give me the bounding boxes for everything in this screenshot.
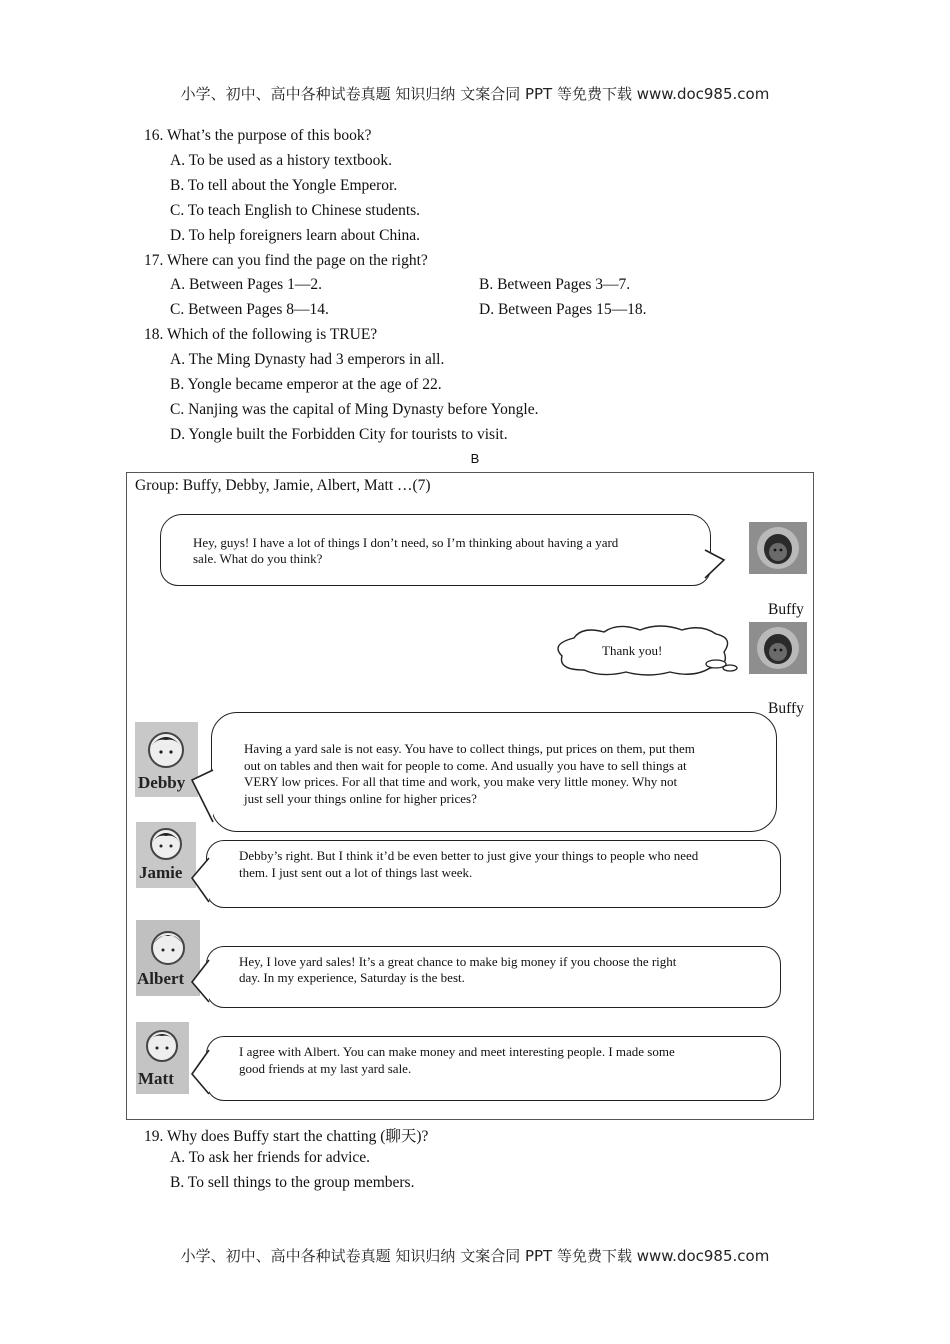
debby-message-line-2: out on tables and then wait for people to come. And usually you have to sell things at: [244, 757, 687, 773]
q19-question: 19. Why does Buffy start the chatting (聊天)?: [144, 1128, 429, 1145]
q18-option-d: D. Yongle built the Forbidden City for tourists to visit.: [170, 426, 508, 443]
group-title: Group: Buffy, Debby, Jamie, Albert, Matt …(7): [135, 477, 431, 494]
jamie-bubble-tail: [190, 856, 210, 904]
q19-option-b: B. To sell things to the group members.: [170, 1174, 415, 1191]
q16-option-c: C. To teach English to Chinese students.: [170, 202, 421, 219]
debby-message-line-3: VERY low prices. For all that time and work, you make very little money. Why not: [244, 774, 678, 789]
page-footer: 小学、初中、高中各种试卷真题 知识归纳 文案合同 PPT 等免费下载 www.doc985.com: [180, 1247, 770, 1265]
matt-face-icon: [136, 1022, 189, 1094]
buffy-face-icon-2: [749, 622, 807, 674]
buffy-message-line-2: sale. What do you think?: [193, 551, 323, 566]
q17-option-c: C. Between Pages 8—14.: [170, 301, 329, 318]
jamie-face-icon: [136, 822, 196, 888]
jamie-avatar: [136, 822, 196, 888]
q18-option-b: B. Yongle became emperor at the age of 22.: [170, 376, 442, 393]
buffy-avatar-2: [749, 622, 807, 674]
q17-option-a: A. Between Pages 1—2.: [170, 276, 322, 293]
buffy-face-icon: [749, 522, 807, 574]
debby-avatar: [135, 722, 198, 797]
jamie-message-bubble: [206, 840, 781, 908]
buffy-message-bubble: [160, 514, 711, 586]
matt-message-line-1: I agree with Albert. You can make money and meet interesting people. I made some: [239, 1044, 675, 1059]
matt-avatar: [136, 1022, 189, 1094]
q16-option-d: D. To help foreigners learn about China.: [170, 227, 421, 244]
buffy-name-2: Buffy: [768, 700, 804, 717]
matt-bubble-tail: [190, 1048, 210, 1096]
jamie-message-line-2: them. I just sent out a lot of things last week.: [239, 865, 473, 880]
albert-message-line-2: day. In my experience, Saturday is the best.: [239, 970, 465, 985]
q18-option-a: A. The Ming Dynasty had 3 emperors in all.: [170, 351, 445, 368]
q17-question: 17. Where can you find the page on the right?: [144, 252, 428, 269]
q18-question: 18. Which of the following is TRUE?: [144, 326, 378, 343]
thank-you-text: Thank you!: [602, 643, 663, 658]
buffy-name: Buffy: [768, 601, 804, 618]
albert-avatar-label: Albert: [137, 969, 185, 988]
jamie-message-line-1: Debby’s right. But I think it’d be even better to just give your things to people who need: [239, 848, 699, 863]
buffy-bubble-tail: [704, 548, 726, 582]
albert-bubble-tail: [190, 958, 210, 1004]
matt-message-line-2: good friends at my last yard sale.: [239, 1061, 412, 1076]
q16-option-a: A. To be used as a history textbook.: [170, 152, 393, 169]
debby-bubble-tail: [190, 768, 214, 824]
debby-avatar-label: Debby: [138, 773, 186, 792]
section-label: B: [470, 451, 480, 466]
debby-face-icon: [135, 722, 198, 797]
buffy-message-line-1: Hey, guys! I have a lot of things I don’t need, so I’m thinking about having a yard: [193, 535, 619, 550]
q17-option-b: B. Between Pages 3—7.: [479, 276, 631, 293]
matt-message-bubble: [206, 1036, 781, 1101]
albert-message-line-1: Hey, I love yard sales! It’s a great chance to make big money if you choose the right: [239, 954, 677, 969]
q19-option-a: A. To ask her friends for advice.: [170, 1149, 371, 1166]
page-header: 小学、初中、高中各种试卷真题 知识归纳 文案合同 PPT 等免费下载 www.doc985.com: [180, 85, 770, 103]
matt-avatar-label: Matt: [138, 1069, 174, 1088]
q18-option-c: C. Nanjing was the capital of Ming Dynasty before Yongle.: [170, 401, 539, 418]
q16-question: 16. What’s the purpose of this book?: [144, 127, 372, 144]
debby-message-line-1: Having a yard sale is not easy. You have to collect things, put prices on them, put them: [244, 741, 695, 756]
jamie-avatar-label: Jamie: [139, 863, 183, 882]
albert-message-bubble: [206, 946, 781, 1008]
q16-option-b: B. To tell about the Yongle Emperor.: [170, 177, 398, 194]
debby-message-bubble: [211, 712, 777, 832]
buffy-avatar: [749, 522, 807, 574]
q17-option-d: D. Between Pages 15—18.: [479, 301, 647, 318]
debby-message-line-4: just sell your things online for higher prices?: [244, 790, 477, 806]
